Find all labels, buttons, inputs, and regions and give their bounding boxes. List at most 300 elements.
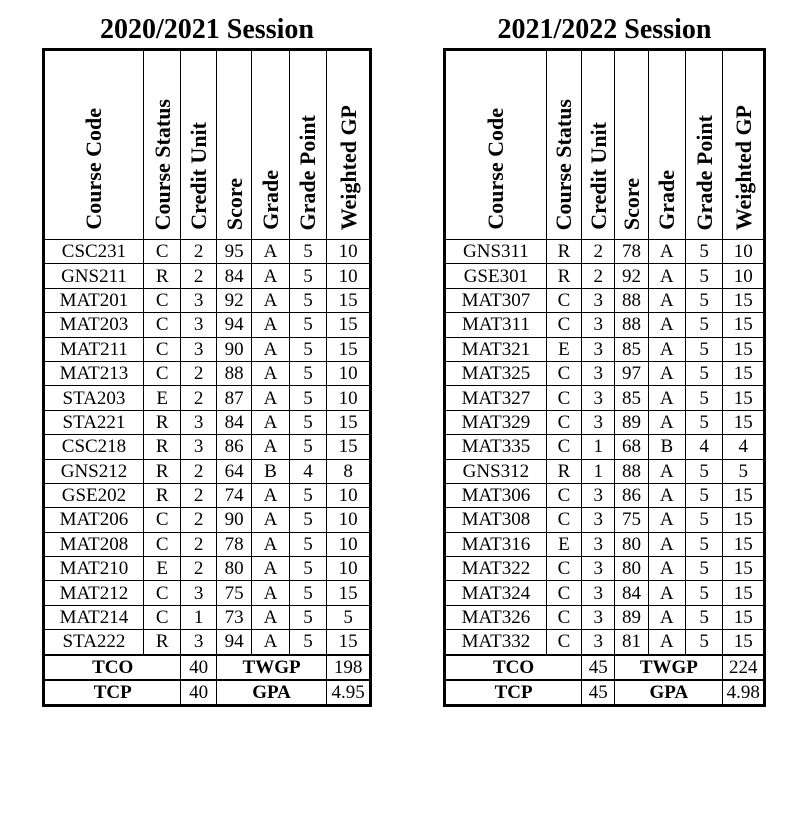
table-row <box>445 288 765 312</box>
cell-course-status: R <box>143 459 180 483</box>
header-course-status <box>143 50 180 240</box>
cell-grade-point: 5 <box>289 605 326 629</box>
cell-grade-point: 5 <box>685 386 722 410</box>
cell-grade: A <box>648 532 685 556</box>
cell-course-code: MAT324 <box>445 581 547 605</box>
table-row <box>445 313 765 337</box>
cell-grade: A <box>648 459 685 483</box>
cell-course-code: MAT327 <box>445 386 547 410</box>
cell-grade: A <box>648 313 685 337</box>
cell-grade: A <box>252 508 289 532</box>
header-label: Grade Point <box>295 114 321 230</box>
header-label: Grade <box>258 170 283 230</box>
cell-grade: A <box>648 508 685 532</box>
cell-weighted-gp: 5 <box>327 605 371 629</box>
table-row <box>44 508 371 532</box>
cell-weighted-gp: 15 <box>723 630 765 655</box>
cell-credit-unit: 3 <box>582 313 615 337</box>
cell-score: 74 <box>216 483 251 507</box>
cell-course-status: R <box>143 264 180 288</box>
cell-score: 88 <box>615 313 648 337</box>
cell-grade-point: 5 <box>289 483 326 507</box>
cell-score: 92 <box>216 288 251 312</box>
cell-credit-unit: 1 <box>582 459 615 483</box>
cell-grade-point: 5 <box>289 386 326 410</box>
twgp-label: TWGP <box>615 655 723 680</box>
cell-course-code: GSE301 <box>445 264 547 288</box>
header-label: Credit Unit <box>186 122 212 230</box>
cell-grade: A <box>252 605 289 629</box>
cell-weighted-gp: 15 <box>723 288 765 312</box>
cell-grade-point: 5 <box>289 240 326 264</box>
cell-course-status: E <box>546 532 581 556</box>
cell-grade-point: 5 <box>289 288 326 312</box>
cell-credit-unit: 3 <box>181 581 216 605</box>
cell-course-status: E <box>143 557 180 581</box>
header-course-status <box>546 50 581 240</box>
cell-score: 86 <box>216 435 251 459</box>
table-row <box>44 605 371 629</box>
cell-score: 85 <box>615 386 648 410</box>
table-row <box>445 386 765 410</box>
cell-credit-unit: 3 <box>582 361 615 385</box>
cell-score: 80 <box>216 557 251 581</box>
cell-credit-unit: 3 <box>582 288 615 312</box>
cell-score: 80 <box>615 557 648 581</box>
cell-weighted-gp: 15 <box>723 410 765 434</box>
cell-grade: A <box>252 313 289 337</box>
session-2020-2021 <box>42 14 372 707</box>
cell-course-code: CSC231 <box>44 240 144 264</box>
cell-score: 78 <box>615 240 648 264</box>
cell-score: 87 <box>216 386 251 410</box>
cell-grade: A <box>252 581 289 605</box>
cell-grade-point: 5 <box>685 288 722 312</box>
cell-grade-point: 5 <box>289 313 326 337</box>
header-grade <box>252 50 289 240</box>
gpa-value: 4.95 <box>327 680 371 706</box>
table-row <box>44 459 371 483</box>
table-row <box>44 337 371 361</box>
cell-course-code: MAT308 <box>445 508 547 532</box>
cell-grade: A <box>252 337 289 361</box>
table-row <box>44 386 371 410</box>
header-row <box>44 50 371 240</box>
cell-grade-point: 5 <box>685 508 722 532</box>
cell-course-status: C <box>143 361 180 385</box>
table-row <box>44 630 371 655</box>
cell-weighted-gp: 10 <box>723 240 765 264</box>
table-row <box>44 288 371 312</box>
cell-score: 90 <box>216 508 251 532</box>
cell-course-status: C <box>546 581 581 605</box>
cell-weighted-gp: 15 <box>723 532 765 556</box>
cell-score: 92 <box>615 264 648 288</box>
header-label: Credit Unit <box>585 122 611 230</box>
table-row <box>445 337 765 361</box>
cell-grade: A <box>648 581 685 605</box>
twgp-value: 198 <box>327 655 371 680</box>
tco-label: TCO <box>445 655 582 680</box>
cell-grade: A <box>648 361 685 385</box>
cell-weighted-gp: 15 <box>723 581 765 605</box>
cell-credit-unit: 2 <box>181 483 216 507</box>
summary-row-tco <box>44 655 371 680</box>
cell-grade-point: 4 <box>289 459 326 483</box>
cell-weighted-gp: 10 <box>327 240 371 264</box>
cell-credit-unit: 2 <box>181 532 216 556</box>
cell-weighted-gp: 5 <box>723 459 765 483</box>
cell-credit-unit: 2 <box>582 240 615 264</box>
cell-score: 73 <box>216 605 251 629</box>
cell-grade: A <box>252 288 289 312</box>
table-row <box>445 410 765 434</box>
cell-credit-unit: 3 <box>181 288 216 312</box>
cell-course-code: MAT210 <box>44 557 144 581</box>
cell-course-code: MAT306 <box>445 483 547 507</box>
header-score <box>216 50 251 240</box>
cell-grade: B <box>648 435 685 459</box>
header-label: Score <box>618 177 644 230</box>
cell-credit-unit: 2 <box>181 557 216 581</box>
cell-credit-unit: 3 <box>181 630 216 655</box>
cell-grade-point: 5 <box>289 630 326 655</box>
cell-grade-point: 4 <box>685 435 722 459</box>
cell-weighted-gp: 15 <box>327 288 371 312</box>
cell-credit-unit: 3 <box>582 508 615 532</box>
header-credit-unit <box>181 50 216 240</box>
cell-course-code: GNS211 <box>44 264 144 288</box>
cell-grade: A <box>252 630 289 655</box>
cell-credit-unit: 3 <box>181 313 216 337</box>
cell-course-code: GNS312 <box>445 459 547 483</box>
cell-course-code: MAT208 <box>44 532 144 556</box>
cell-grade-point: 5 <box>685 361 722 385</box>
header-label: Grade <box>654 170 680 230</box>
cell-score: 86 <box>615 483 648 507</box>
cell-credit-unit: 2 <box>582 264 615 288</box>
cell-grade-point: 5 <box>685 459 722 483</box>
table-row <box>44 361 371 385</box>
results-table <box>42 48 372 707</box>
cell-grade: A <box>648 240 685 264</box>
cell-credit-unit: 1 <box>181 605 216 629</box>
cell-course-status: R <box>546 264 581 288</box>
cell-weighted-gp: 15 <box>327 581 371 605</box>
cell-course-status: C <box>546 361 581 385</box>
cell-course-code: MAT213 <box>44 361 144 385</box>
cell-course-code: MAT321 <box>445 337 547 361</box>
table-row <box>445 264 765 288</box>
cell-weighted-gp: 10 <box>723 264 765 288</box>
cell-weighted-gp: 10 <box>327 532 371 556</box>
cell-grade: A <box>648 630 685 655</box>
header-label: Course Status <box>551 98 577 230</box>
header-label: Score <box>221 177 247 230</box>
cell-score: 85 <box>615 337 648 361</box>
cell-weighted-gp: 10 <box>327 264 371 288</box>
cell-grade: A <box>252 410 289 434</box>
gpa-label: GPA <box>615 680 723 706</box>
cell-course-code: MAT322 <box>445 557 547 581</box>
cell-credit-unit: 2 <box>181 508 216 532</box>
header-label: Course Code <box>81 108 107 230</box>
cell-score: 88 <box>615 459 648 483</box>
cell-grade-point: 5 <box>685 605 722 629</box>
cell-credit-unit: 3 <box>181 410 216 434</box>
cell-weighted-gp: 15 <box>327 410 371 434</box>
cell-credit-unit: 2 <box>181 459 216 483</box>
cell-grade: A <box>648 483 685 507</box>
tco-value: 45 <box>582 655 615 680</box>
cell-grade-point: 5 <box>289 410 326 434</box>
cell-grade: A <box>648 264 685 288</box>
cell-weighted-gp: 15 <box>327 313 371 337</box>
summary-row-tcp <box>44 680 371 706</box>
cell-credit-unit: 3 <box>582 337 615 361</box>
cell-course-status: C <box>546 605 581 629</box>
cell-credit-unit: 2 <box>181 264 216 288</box>
header-label: Course Status <box>149 98 175 230</box>
header-course-code <box>445 50 547 240</box>
cell-score: 88 <box>615 288 648 312</box>
table-body <box>44 240 371 655</box>
table-row <box>445 605 765 629</box>
cell-score: 75 <box>216 581 251 605</box>
cell-credit-unit: 2 <box>181 361 216 385</box>
cell-grade: A <box>252 532 289 556</box>
cell-grade-point: 5 <box>289 264 326 288</box>
cell-credit-unit: 3 <box>582 483 615 507</box>
results-table <box>443 48 766 707</box>
cell-course-status: C <box>546 557 581 581</box>
cell-weighted-gp: 10 <box>327 386 371 410</box>
table-row <box>445 240 765 264</box>
table-row <box>44 240 371 264</box>
cell-credit-unit: 3 <box>582 581 615 605</box>
cell-score: 89 <box>615 410 648 434</box>
cell-grade: A <box>648 410 685 434</box>
table-row <box>44 410 371 434</box>
cell-credit-unit: 3 <box>582 605 615 629</box>
tcp-label: TCP <box>445 680 582 706</box>
cell-score: 94 <box>216 630 251 655</box>
cell-grade: A <box>252 264 289 288</box>
cell-grade-point: 5 <box>685 410 722 434</box>
table-row <box>445 508 765 532</box>
cell-course-status: C <box>546 508 581 532</box>
header-label: Grade Point <box>691 114 717 230</box>
cell-course-status: C <box>546 435 581 459</box>
cell-course-status: C <box>546 386 581 410</box>
cell-course-code: MAT329 <box>445 410 547 434</box>
cell-course-code: MAT325 <box>445 361 547 385</box>
session-title: 2020/2021 Session <box>100 14 314 45</box>
cell-weighted-gp: 15 <box>723 361 765 385</box>
cell-course-code: MAT316 <box>445 532 547 556</box>
cell-grade-point: 5 <box>685 532 722 556</box>
cell-course-status: R <box>546 459 581 483</box>
tcp-label: TCP <box>44 680 181 706</box>
table-row <box>445 532 765 556</box>
cell-course-status: C <box>546 288 581 312</box>
cell-credit-unit: 2 <box>181 386 216 410</box>
cell-course-status: C <box>143 532 180 556</box>
table-row <box>44 483 371 507</box>
cell-course-code: MAT311 <box>445 313 547 337</box>
cell-course-status: C <box>143 240 180 264</box>
cell-grade: A <box>252 361 289 385</box>
cell-credit-unit: 3 <box>582 410 615 434</box>
cell-grade-point: 5 <box>289 508 326 532</box>
cell-credit-unit: 2 <box>181 240 216 264</box>
table-row <box>445 483 765 507</box>
header-label: Weighted GP <box>730 104 756 230</box>
cell-course-status: R <box>143 410 180 434</box>
summary-row-tcp <box>445 680 765 706</box>
cell-grade-point: 5 <box>289 435 326 459</box>
cell-weighted-gp: 15 <box>327 630 371 655</box>
cell-score: 95 <box>216 240 251 264</box>
cell-course-status: E <box>143 386 180 410</box>
cell-credit-unit: 3 <box>181 435 216 459</box>
cell-course-code: GNS212 <box>44 459 144 483</box>
header-label: Course Code <box>483 108 509 230</box>
cell-score: 84 <box>216 264 251 288</box>
session-2021-2022 <box>443 14 766 707</box>
cell-grade-point: 5 <box>685 313 722 337</box>
table-row <box>44 557 371 581</box>
cell-grade-point: 5 <box>685 581 722 605</box>
cell-weighted-gp: 15 <box>327 435 371 459</box>
cell-weighted-gp: 8 <box>327 459 371 483</box>
cell-score: 80 <box>615 532 648 556</box>
cell-score: 89 <box>615 605 648 629</box>
session-title: 2021/2022 Session <box>497 14 712 45</box>
gpa-label: GPA <box>216 680 326 706</box>
cell-score: 84 <box>615 581 648 605</box>
header-course-code <box>44 50 144 240</box>
summary-row-tco <box>445 655 765 680</box>
cell-course-status: R <box>143 483 180 507</box>
twgp-label: TWGP <box>216 655 326 680</box>
cell-course-code: MAT214 <box>44 605 144 629</box>
cell-course-code: STA221 <box>44 410 144 434</box>
cell-score: 90 <box>216 337 251 361</box>
cell-course-code: MAT307 <box>445 288 547 312</box>
cell-grade-point: 5 <box>685 557 722 581</box>
cell-course-status: C <box>546 483 581 507</box>
cell-course-code: MAT206 <box>44 508 144 532</box>
cell-course-status: C <box>143 337 180 361</box>
cell-course-status: C <box>546 410 581 434</box>
header-label: Weighted GP <box>335 104 361 230</box>
cell-grade-point: 5 <box>685 240 722 264</box>
header-credit-unit <box>582 50 615 240</box>
cell-score: 97 <box>615 361 648 385</box>
cell-course-status: C <box>143 288 180 312</box>
cell-grade: A <box>648 557 685 581</box>
cell-course-status: R <box>143 630 180 655</box>
cell-weighted-gp: 10 <box>327 483 371 507</box>
cell-weighted-gp: 15 <box>723 313 765 337</box>
cell-course-status: C <box>546 630 581 655</box>
cell-course-code: MAT201 <box>44 288 144 312</box>
cell-course-code: MAT326 <box>445 605 547 629</box>
cell-score: 78 <box>216 532 251 556</box>
cell-grade-point: 5 <box>685 264 722 288</box>
twgp-value: 224 <box>723 655 765 680</box>
cell-course-status: C <box>546 313 581 337</box>
cell-grade-point: 5 <box>685 483 722 507</box>
cell-weighted-gp: 15 <box>723 605 765 629</box>
cell-grade-point: 5 <box>289 581 326 605</box>
cell-grade: A <box>648 337 685 361</box>
tco-value: 40 <box>181 655 216 680</box>
table-row <box>44 264 371 288</box>
tcp-value: 45 <box>582 680 615 706</box>
cell-grade-point: 5 <box>685 337 722 361</box>
cell-grade: A <box>252 386 289 410</box>
cell-credit-unit: 1 <box>582 435 615 459</box>
cell-grade-point: 5 <box>685 630 722 655</box>
cell-grade: A <box>252 557 289 581</box>
cell-grade-point: 5 <box>289 337 326 361</box>
cell-credit-unit: 3 <box>582 557 615 581</box>
header-score <box>615 50 648 240</box>
cell-course-code: MAT212 <box>44 581 144 605</box>
table-row <box>445 435 765 459</box>
tcp-value: 40 <box>181 680 216 706</box>
table-row <box>44 532 371 556</box>
cell-score: 81 <box>615 630 648 655</box>
gpa-value: 4.98 <box>723 680 765 706</box>
cell-weighted-gp: 4 <box>723 435 765 459</box>
cell-grade-point: 5 <box>289 532 326 556</box>
cell-course-code: STA203 <box>44 386 144 410</box>
cell-score: 84 <box>216 410 251 434</box>
table-row <box>445 630 765 655</box>
cell-course-code: GNS311 <box>445 240 547 264</box>
cell-credit-unit: 3 <box>582 386 615 410</box>
table-row <box>445 557 765 581</box>
cell-course-status: R <box>143 435 180 459</box>
cell-course-code: MAT203 <box>44 313 144 337</box>
header-weighted-gp <box>723 50 765 240</box>
cell-course-code: MAT335 <box>445 435 547 459</box>
cell-grade: A <box>648 386 685 410</box>
header-grade-point <box>289 50 326 240</box>
table-row <box>445 459 765 483</box>
cell-score: 68 <box>615 435 648 459</box>
cell-course-code: STA222 <box>44 630 144 655</box>
cell-score: 64 <box>216 459 251 483</box>
cell-weighted-gp: 10 <box>327 557 371 581</box>
header-weighted-gp <box>327 50 371 240</box>
cell-course-code: MAT211 <box>44 337 144 361</box>
cell-weighted-gp: 10 <box>327 361 371 385</box>
cell-course-code: CSC218 <box>44 435 144 459</box>
table-row <box>44 435 371 459</box>
cell-weighted-gp: 15 <box>723 337 765 361</box>
cell-grade: B <box>252 459 289 483</box>
tco-label: TCO <box>44 655 181 680</box>
cell-weighted-gp: 15 <box>327 337 371 361</box>
cell-course-status: C <box>143 508 180 532</box>
cell-course-code: GSE202 <box>44 483 144 507</box>
cell-weighted-gp: 15 <box>723 557 765 581</box>
header-grade-point <box>685 50 722 240</box>
